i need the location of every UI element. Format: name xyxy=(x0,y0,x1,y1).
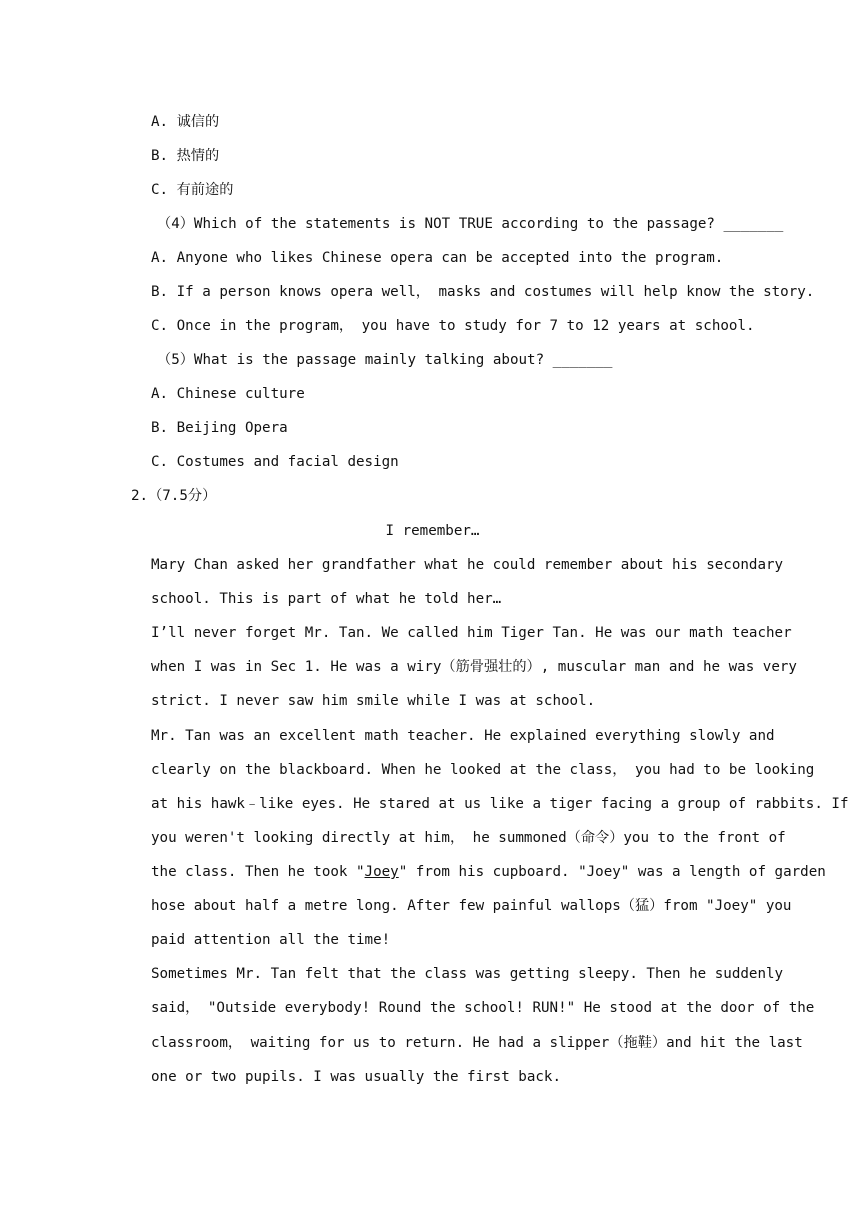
q3-option-a: A. 诚信的 xyxy=(151,114,220,130)
passage-title: I remember… xyxy=(385,523,480,539)
q5-option-b: B. Beijing Opera xyxy=(151,420,288,436)
passage-line: Mr. Tan was an excellent math teacher. He explained everything slowly and xyxy=(151,728,775,744)
joey-underlined: Joey xyxy=(364,864,399,880)
passage-text: the class. Then he took " xyxy=(151,864,365,880)
q5-option-a: A. Chinese culture xyxy=(151,386,305,402)
passage-line xyxy=(151,862,826,882)
passage-line: paid attention all the time! xyxy=(151,932,391,948)
q4-option-a: A. Anyone who likes Chinese opera can be accepted into the program. xyxy=(151,250,724,266)
passage-line: Mary Chan asked her grandfather what he could remember about his secondary xyxy=(151,557,784,573)
passage-line: when I was in Sec 1. He was a wiry（筋骨强壮的）, muscular man and he was very xyxy=(151,659,797,675)
passage-line: school. This is part of what he told her… xyxy=(151,591,502,607)
passage-line: you weren't looking directly at him， he summoned（命令）you to the front of xyxy=(151,830,786,846)
q5-option-c: C. Costumes and facial design xyxy=(151,454,399,470)
passage-line: strict. I never saw him smile while I was at school. xyxy=(151,693,596,709)
q4-question: （4）Which of the statements is NOT TRUE according to the passage? _______ xyxy=(157,216,784,232)
passage-line: clearly on the blackboard. When he looked at the class， you had to be looking xyxy=(151,762,815,778)
passage-line: I’ll never forget Mr. Tan. We called him Tiger Tan. He was our math teacher xyxy=(151,625,792,641)
passage-line: at his hawk﹣like eyes. He stared at us like a tiger facing a group of rabbits. If xyxy=(151,796,849,812)
q4-option-b: B. If a person knows opera well， masks and costumes will help know the story. xyxy=(151,284,815,300)
passage-line: hose about half a metre long. After few painful wallops（猛）from "Joey" you xyxy=(151,898,792,914)
passage-line: classroom， waiting for us to return. He had a slipper（拖鞋）and hit the last xyxy=(151,1035,803,1051)
q4-option-c: C. Once in the program， you have to study for 7 to 12 years at school. xyxy=(151,318,755,334)
passage-line: Sometimes Mr. Tan felt that the class was getting sleepy. Then he suddenly xyxy=(151,966,784,982)
passage-text: " from his cupboard. "Joey" was a length of garden xyxy=(398,864,826,880)
section-2-header: 2.（7.5分） xyxy=(131,488,217,504)
q5-question: （5）What is the passage mainly talking about? _______ xyxy=(157,352,613,368)
q3-option-b: B. 热情的 xyxy=(151,148,220,164)
passage-line: one or two pupils. I was usually the first back. xyxy=(151,1069,561,1085)
q3-option-c: C. 有前途的 xyxy=(151,182,234,198)
passage-line: said， "Outside everybody! Round the school! RUN!" He stood at the door of the xyxy=(151,1000,815,1016)
